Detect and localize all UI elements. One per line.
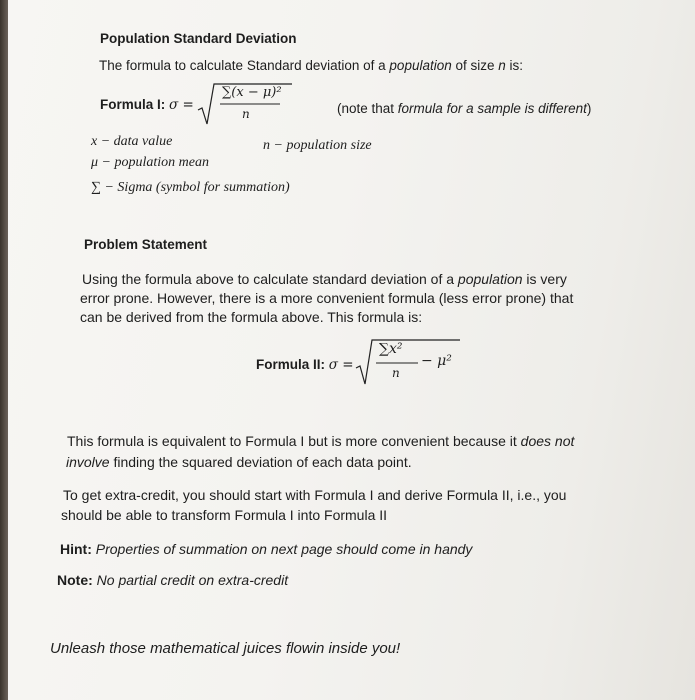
intro-text: of size <box>451 58 499 73</box>
sample-note <box>337 101 591 116</box>
hint-line <box>60 541 472 557</box>
formula2-sigma: σ = <box>328 357 354 373</box>
section-title: Population Standard Deviation <box>100 31 297 46</box>
formula1-label-row <box>100 97 194 113</box>
para1-line2: error prone. However, there is a more convenient formula (less error prone) that <box>80 290 574 306</box>
intro-line <box>99 58 523 73</box>
page-shadow <box>0 0 8 700</box>
hint-text: Properties of summation on next page should come in handy <box>95 541 473 557</box>
para2-text: finding the squared deviation of each data point. <box>109 454 412 470</box>
para1-text: is very <box>522 271 567 287</box>
closing-line: Unleash those mathematical juices flowin inside you! <box>50 640 401 657</box>
intro-text: The formula to calculate Standard deviation of a <box>99 58 390 73</box>
note-text: (note that <box>337 101 398 116</box>
intro-emphasis: population <box>389 58 452 73</box>
para1-emphasis: population <box>457 271 523 287</box>
intro-text: is: <box>505 58 524 73</box>
note-text: No partial credit on extra-credit <box>96 572 289 588</box>
formula2-label-row <box>256 357 354 373</box>
definition-sigma: ∑ − Sigma (symbol for summation) <box>91 180 290 195</box>
formula2-label: Formula II: <box>256 357 329 372</box>
para2-text: This formula is equivalent to Formula I but is more convenient because it <box>67 433 521 449</box>
formula1-numerator: ∑(x − μ)² <box>222 85 282 100</box>
note-text: ) <box>586 101 592 116</box>
intro-emphasis: n <box>498 58 506 73</box>
para3-line1: To get extra-credit, you should start with Formula I and derive Formula II, i.e., you <box>63 487 567 503</box>
para2-emphasis: does not <box>520 433 575 449</box>
definition-x: x − data value <box>91 134 173 149</box>
formula2-numerator: ∑x² <box>379 341 403 357</box>
formula2-denominator: n <box>392 366 400 380</box>
definition-n: n − population size <box>263 138 372 153</box>
formula1-label: Formula I: <box>100 97 170 112</box>
problem-title: Problem Statement <box>84 237 208 252</box>
note-label: Note: <box>57 572 97 588</box>
formula2-tail: − μ² <box>421 353 452 369</box>
definition-mu: μ − population mean <box>91 155 209 170</box>
para2-line2 <box>66 454 412 470</box>
hint-label: Hint: <box>60 541 96 557</box>
para2-emphasis: involve <box>66 454 110 470</box>
para2-line1 <box>67 433 574 449</box>
formula1-sigma: σ = <box>169 97 194 113</box>
note-emphasis: formula for a sample is different <box>397 101 587 116</box>
para1-text: Using the formula above to calculate standard deviation of a <box>82 271 458 287</box>
para1-line3: can be derived from the formula above. This formula is: <box>80 309 423 325</box>
note-line <box>57 572 288 588</box>
para3-line2: should be able to transform Formula I into Formula II <box>61 507 388 523</box>
document-page <box>8 0 695 700</box>
formula1-denominator: n <box>242 107 250 121</box>
para1-line1 <box>82 271 567 287</box>
